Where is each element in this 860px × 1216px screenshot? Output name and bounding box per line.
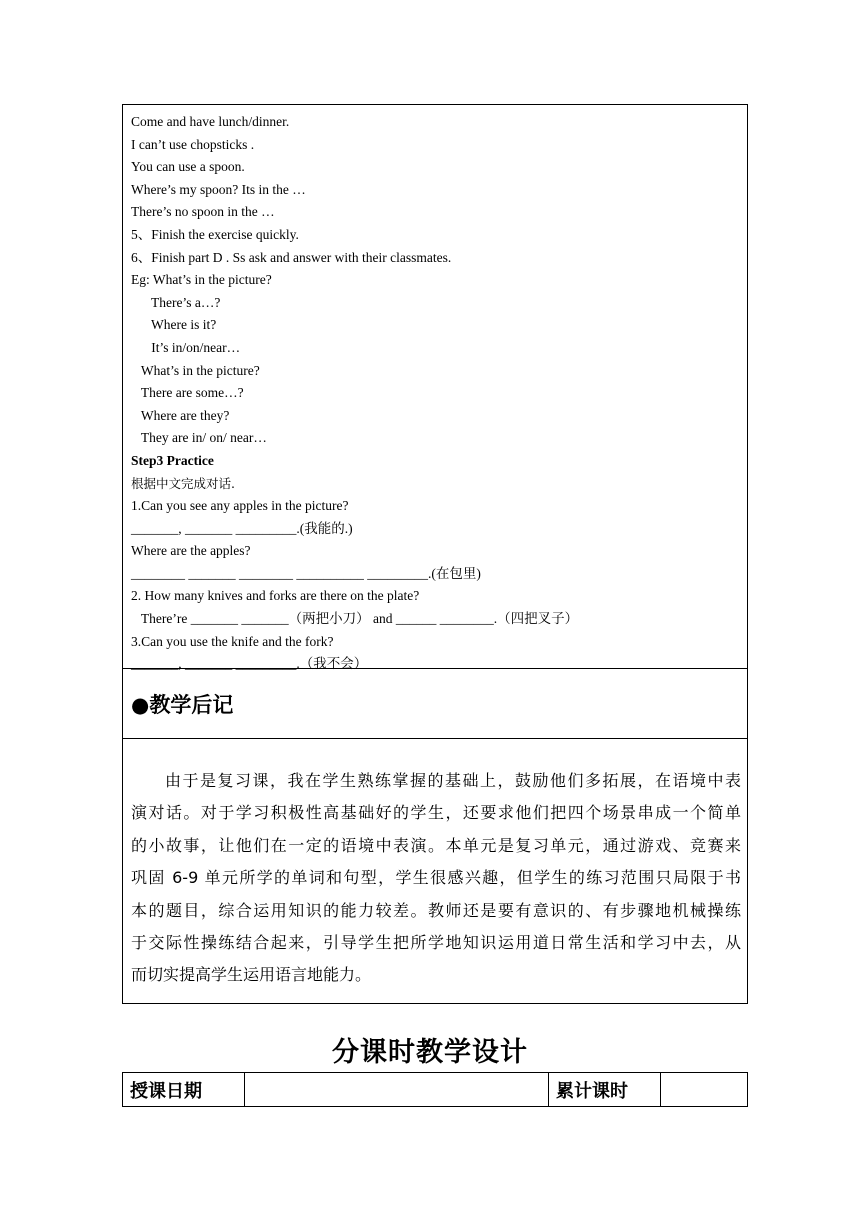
lesson-line: You can use a spoon. [131,159,245,175]
answer-blank-line: ________ _______ ________ __________ _________.(在包里) [131,565,481,581]
notes-line: 由于是复习课，我在学生熟练掌握的基础上，鼓励他们多拓展，在语境中表 [165,771,741,790]
notes-line: 于交际性操练结合起来，引导学生把所学地知识运用道日常生活和学习中去，从 [131,932,741,952]
notes-line: 本的题目，综合运用知识的能力较差。教师还是要有意识的、有步骤地机械操练 [131,900,741,920]
answer-blank-line: _______, _______ _________.(我能的.) [131,520,353,536]
lesson-line: Where’s my spoon? Its in the … [131,181,306,197]
lesson-line: 5、Finish the exercise quickly. [131,226,299,242]
question-line: Where are the apples? [131,543,251,559]
lesson-info-table [122,1072,748,1107]
answer-blank-line: _______, _______ _________.（我不会） [131,656,368,672]
document-title: 分课时教学设计 [332,1037,528,1068]
lesson-line: Where are they? [131,407,230,423]
lesson-line: Where is it? [131,317,217,333]
lesson-line: Eg: What’s in the picture? [131,272,272,288]
lesson-lines [131,111,741,676]
question-line: 1.Can you see any apples in the picture? [131,498,349,514]
date-label: 授课日期 [123,1073,245,1106]
lesson-line: It’s in/on/near… [131,339,241,355]
step3-heading: Step3 Practice [131,452,214,468]
hours-label: 累计课时 [549,1073,661,1106]
hours-value [661,1073,747,1106]
notes-paragraph [131,765,741,992]
lesson-line: They are in/ on/ near… [131,430,267,446]
lesson-line: There are some…? [131,385,244,401]
question-line: 2. How many knives and forks are there on the plate? [131,588,420,604]
lesson-line: There’s a…? [131,294,221,310]
question-line: 3.Can you use the knife and the fork? [131,633,334,649]
notes-line: 而切实提高学生运用语言地能力。 [131,965,372,985]
lesson-line: Come and have lunch/dinner. [131,114,290,129]
notes-line: 的小故事，让他们在一定的语境中表演。本单元是复习单元，通过游戏、竞赛来 [131,835,741,855]
lesson-line: What’s in the picture? [131,362,260,378]
instruction-line: 根据中文完成对话. [131,475,235,491]
notes-heading: ●教学后记 [131,693,234,717]
notes-line: 演对话。对于学习积极性高基础好的学生，还要求他们把四个场景串成一个简单 [131,803,741,823]
lesson-line: There’s no spoon in the … [131,204,275,220]
lesson-procedure-cell [122,104,748,672]
answer-blank-line: There’re _______ _______（两把小刀） and ______ ________.（四把叉子） [131,611,579,627]
notes-body-cell [122,738,748,1004]
date-value [245,1073,549,1106]
notes-heading-cell [122,668,748,739]
lesson-line: I can’t use chopsticks . [131,136,255,152]
notes-line: 巩固 6-9 单元所学的单词和句型，学生很感兴趣，但学生的练习范围只局限于书 [131,868,741,888]
lesson-line: 6、Finish part D . Ss ask and answer with their classmates. [131,249,452,265]
